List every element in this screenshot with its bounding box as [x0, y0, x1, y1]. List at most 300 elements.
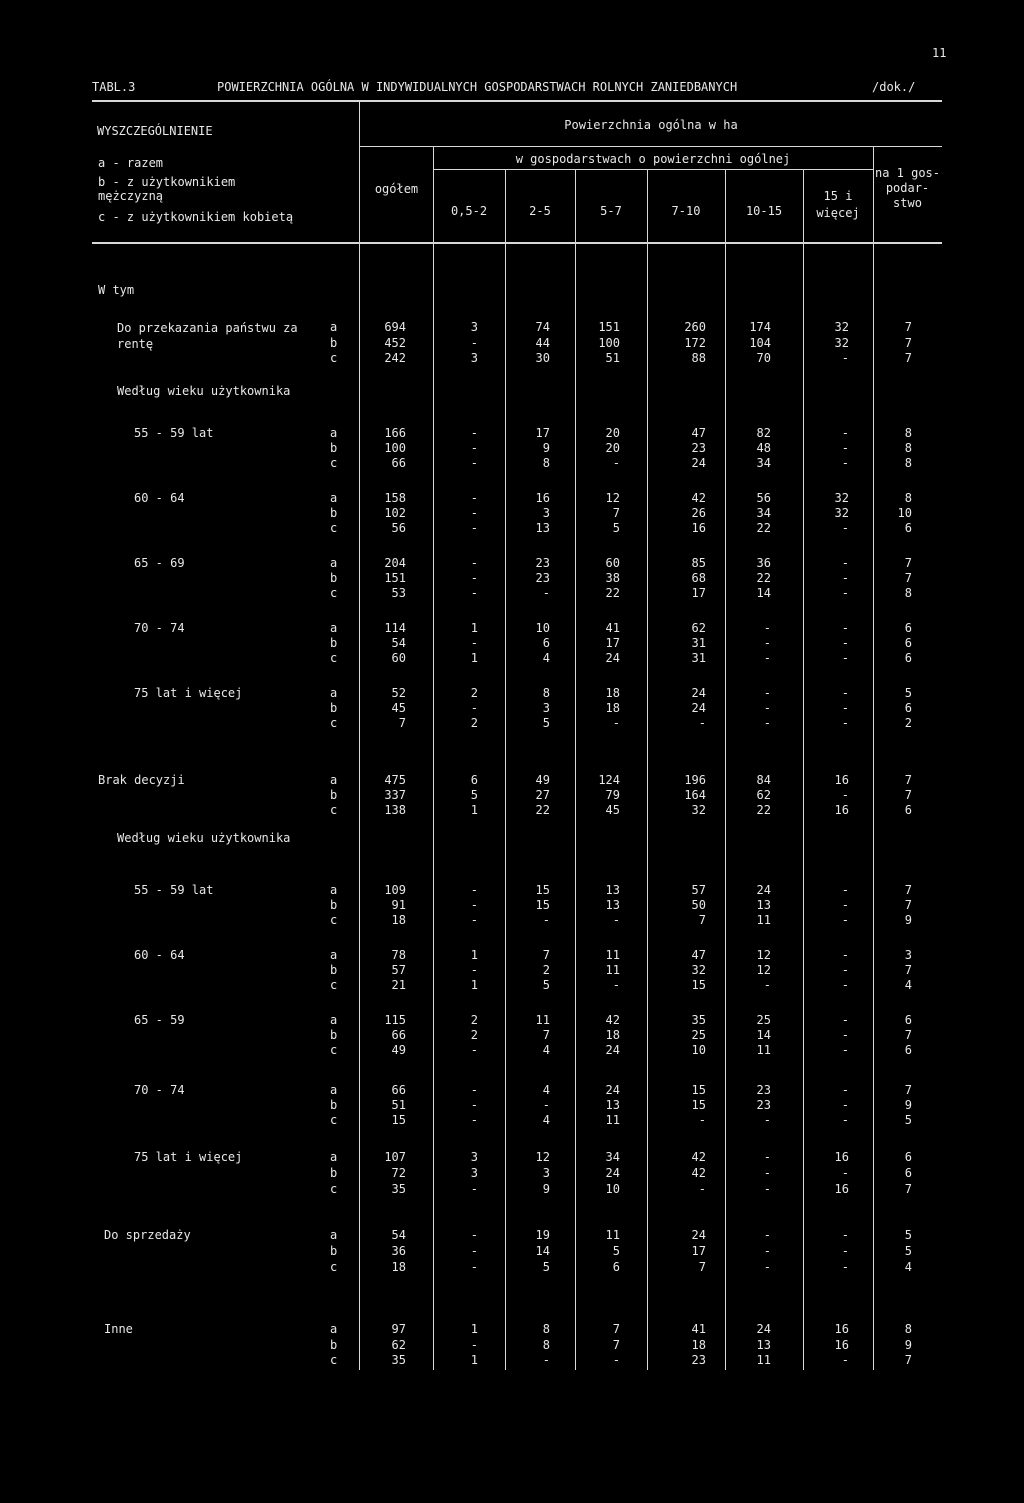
table-cell: 114 [384, 621, 406, 635]
table-cell: 23 [691, 441, 706, 455]
table-cell: - [698, 716, 706, 730]
table-cell: 2 [470, 716, 478, 730]
col-header-10-15: 10-15 [745, 204, 783, 218]
table-cell: 27 [535, 788, 550, 802]
table-cell: - [470, 1228, 478, 1242]
table-title: POWIERZCHNIA OGÓLNA W INDYWIDUALNYCH GOSPODARSTWACH ROLNYCH ZANIEDBANYCH [217, 80, 738, 94]
table-cell: - [542, 1098, 550, 1112]
row-letter: a [330, 320, 338, 334]
table-cell: 7 [904, 1182, 912, 1196]
table-cell: 3 [470, 320, 478, 334]
table-cell: - [763, 716, 771, 730]
table-cell: - [841, 788, 849, 802]
table-cell: 41 [691, 1322, 706, 1336]
table-cell: - [841, 651, 849, 665]
table-cell: 16 [834, 1182, 849, 1196]
table-cell: 164 [684, 788, 706, 802]
table-cell: 204 [384, 556, 406, 570]
table-cell: 15 [691, 1083, 706, 1097]
row-letter: a [330, 883, 338, 897]
table-number: TABL.3 [92, 80, 136, 94]
table-cell: 151 [384, 571, 406, 585]
row-group-label: 60 - 64 [134, 491, 185, 505]
table-cell: 8 [542, 1338, 550, 1352]
row-letter: c [330, 651, 338, 665]
table-cell: 7 [904, 773, 912, 787]
table-cell: 3 [470, 1166, 478, 1180]
table-cell: 24 [756, 1322, 771, 1336]
table-cell: - [612, 716, 620, 730]
table-cell: 47 [691, 426, 706, 440]
table-cell: 8 [904, 441, 912, 455]
table-cell: 7 [904, 883, 912, 897]
row-group-label: 60 - 64 [134, 948, 185, 962]
table-cell: 2 [470, 1028, 478, 1042]
table-cell: 20 [605, 441, 620, 455]
table-cell: 60 [605, 556, 620, 570]
table-cell: - [841, 883, 849, 897]
table-cell: 9 [542, 441, 550, 455]
row-letter: c [330, 521, 338, 535]
table-cell: 4 [542, 1043, 550, 1057]
table-cell: - [841, 351, 849, 365]
table-cell: 7 [904, 898, 912, 912]
col-header-ogolem: ogółem [374, 182, 419, 196]
row-letter: b [330, 1338, 338, 1352]
table-cell: 15 [691, 1098, 706, 1112]
table-cell: 18 [605, 701, 620, 715]
table-cell: - [542, 586, 550, 600]
row-group-label: Inne [104, 1322, 133, 1336]
table-cell: 5 [470, 788, 478, 802]
table-cell: 100 [598, 336, 620, 350]
row-group-label: 65 - 69 [134, 556, 185, 570]
table-cell: - [841, 636, 849, 650]
table-cell: 68 [691, 571, 706, 585]
row-letter: a [330, 1322, 338, 1336]
table-cell: 22 [756, 571, 771, 585]
table-cell: 16 [834, 1150, 849, 1164]
table-cell: 3 [470, 1150, 478, 1164]
header-sub-rule [433, 169, 873, 170]
table-cell: - [841, 426, 849, 440]
table-cell: 14 [756, 1028, 771, 1042]
table-cell: 79 [605, 788, 620, 802]
table-cell: - [763, 636, 771, 650]
row-letter: b [330, 506, 338, 520]
table-cell: - [763, 1260, 771, 1274]
table-cell: 3 [542, 1166, 550, 1180]
table-cell: - [841, 1098, 849, 1112]
table-cell: 44 [535, 336, 550, 350]
table-cell: 54 [391, 1228, 406, 1242]
table-cell: 1 [470, 803, 478, 817]
table-cell: 25 [691, 1028, 706, 1042]
table-cell: 24 [605, 651, 620, 665]
table-cell: 49 [535, 773, 550, 787]
row-letter: c [330, 803, 338, 817]
table-cell: 66 [391, 1083, 406, 1097]
table-cell: 8 [904, 586, 912, 600]
table-cell: 13 [535, 521, 550, 535]
row-group-label: 70 - 74 [134, 621, 185, 635]
table-cell: 34 [605, 1150, 620, 1164]
table-cell: 7 [612, 1322, 620, 1336]
table-cell: 51 [605, 351, 620, 365]
table-cell: 109 [384, 883, 406, 897]
row-group-label: 55 - 59 lat [134, 883, 214, 897]
table-cell: - [470, 1244, 478, 1258]
table-cell: 8 [542, 1322, 550, 1336]
table-cell: - [763, 1228, 771, 1242]
row-letter: b [330, 1244, 338, 1258]
table-cell: 6 [904, 1166, 912, 1180]
table-cell: 11 [605, 1228, 620, 1242]
table-cell: 18 [391, 1260, 406, 1274]
table-cell: - [470, 1098, 478, 1112]
table-cell: - [470, 636, 478, 650]
table-cell: - [763, 978, 771, 992]
table-cell: 6 [904, 1150, 912, 1164]
row-letter: b [330, 336, 338, 350]
table-cell: 6 [904, 1013, 912, 1027]
table-cell: 6 [542, 636, 550, 650]
table-cell: 57 [391, 963, 406, 977]
table-cell: 10 [897, 506, 912, 520]
table-cell: 16 [834, 773, 849, 787]
column-rule [575, 169, 576, 1370]
table-cell: 19 [535, 1228, 550, 1242]
row-letter: a [330, 1150, 338, 1164]
table-cell: 102 [384, 506, 406, 520]
table-cell: 45 [605, 803, 620, 817]
table-cell: - [841, 1353, 849, 1367]
table-cell: 7 [612, 1338, 620, 1352]
row-letter: c [330, 1260, 338, 1274]
table-cell: 11 [535, 1013, 550, 1027]
row-letter: b [330, 788, 338, 802]
table-cell: 16 [834, 803, 849, 817]
table-cell: 62 [391, 1338, 406, 1352]
table-cell: 11 [605, 1113, 620, 1127]
table-cell: 4 [542, 651, 550, 665]
table-cell: 24 [605, 1083, 620, 1097]
table-cell: 7 [904, 336, 912, 350]
table-cell: 50 [691, 898, 706, 912]
table-cell: 22 [535, 803, 550, 817]
row-letter: b [330, 1166, 338, 1180]
table-cell: 91 [391, 898, 406, 912]
table-cell: 24 [691, 686, 706, 700]
table-cell: - [470, 426, 478, 440]
table-cell: 6 [470, 773, 478, 787]
table-cell: 5 [612, 1244, 620, 1258]
table-cell: 56 [756, 491, 771, 505]
table-cell: 14 [535, 1244, 550, 1258]
row-group-label: 65 - 59 [134, 1013, 185, 1027]
table-cell: 24 [756, 883, 771, 897]
table-cell: - [470, 963, 478, 977]
col-header-0-5-2: 0,5-2 [450, 204, 488, 218]
table-cell: - [698, 1113, 706, 1127]
table-cell: 14 [756, 586, 771, 600]
table-cell: - [841, 1028, 849, 1042]
table-cell: 1 [470, 621, 478, 635]
table-cell: - [542, 913, 550, 927]
row-letter: b [330, 571, 338, 585]
table-cell: 17 [535, 426, 550, 440]
table-cell: - [470, 1338, 478, 1352]
table-cell: 66 [391, 1028, 406, 1042]
row-group-label: Do sprzedaży [104, 1228, 191, 1242]
table-cell: - [763, 1244, 771, 1258]
table-cell: 25 [756, 1013, 771, 1027]
table-cell: 15 [535, 898, 550, 912]
row-letter: c [330, 1182, 338, 1196]
table-cell: - [841, 1166, 849, 1180]
table-cell: 32 [834, 491, 849, 505]
table-cell: 7 [904, 351, 912, 365]
table-cell: 21 [391, 978, 406, 992]
table-cell: 5 [904, 1228, 912, 1242]
table-cell: 4 [904, 1260, 912, 1274]
table-cell: 31 [691, 651, 706, 665]
col-header-15-plus: 15 i więcej [816, 189, 860, 220]
table-cell: 475 [384, 773, 406, 787]
table-cell: 1 [470, 1353, 478, 1367]
table-cell: - [612, 1353, 620, 1367]
farms-title: w gospodarstwach o powierzchni ogólnej [515, 152, 791, 166]
table-cell: 138 [384, 803, 406, 817]
legend-c: c - z użytkownikiem kobietą [98, 210, 294, 224]
table-cell: 42 [605, 1013, 620, 1027]
table-cell: 260 [684, 320, 706, 334]
table-cell: - [542, 1353, 550, 1367]
table-cell: 15 [691, 978, 706, 992]
table-cell: - [841, 963, 849, 977]
table-cell: 452 [384, 336, 406, 350]
table-cell: 12 [605, 491, 620, 505]
table-cell: 174 [749, 320, 771, 334]
row-letter: c [330, 1043, 338, 1057]
table-cell: 17 [605, 636, 620, 650]
table-cell: 48 [756, 441, 771, 455]
table-cell: 23 [756, 1098, 771, 1112]
table-cell: 56 [391, 521, 406, 535]
table-cell: 35 [391, 1353, 406, 1367]
row-letter: a [330, 1228, 338, 1242]
row-group-label: 75 lat i więcej [134, 686, 243, 700]
table-cell: 70 [756, 351, 771, 365]
table-cell: 12 [535, 1150, 550, 1164]
table-cell: 5 [542, 716, 550, 730]
table-cell: 13 [605, 883, 620, 897]
table-cell: 10 [535, 621, 550, 635]
row-letter: a [330, 1013, 338, 1027]
table-cell: 49 [391, 1043, 406, 1057]
table-cell: 7 [542, 1028, 550, 1042]
section-label: Według wieku użytkownika [117, 831, 291, 845]
legend-a: a - razem [98, 156, 164, 170]
table-cell: 24 [605, 1166, 620, 1180]
table-cell: 6 [904, 701, 912, 715]
table-cell: - [763, 701, 771, 715]
table-cell: 2 [470, 1013, 478, 1027]
table-cell: 115 [384, 1013, 406, 1027]
table-cell: 5 [612, 521, 620, 535]
table-cell: - [841, 1043, 849, 1057]
table-cell: 7 [904, 571, 912, 585]
table-cell: - [470, 556, 478, 570]
table-cell: 1 [470, 1322, 478, 1336]
table-cell: 151 [598, 320, 620, 334]
table-cell: 42 [691, 1166, 706, 1180]
table-cell: 24 [605, 1043, 620, 1057]
column-rule [803, 169, 804, 1370]
table-cell: 35 [391, 1182, 406, 1196]
legend-b: b - z użytkownikiem mężczyzną [98, 175, 236, 203]
table-cell: 242 [384, 351, 406, 365]
column-rule [647, 169, 648, 1370]
table-cell: 52 [391, 686, 406, 700]
row-letter: a [330, 426, 338, 440]
table-cell: 16 [834, 1322, 849, 1336]
table-cell: 18 [391, 913, 406, 927]
table-cell: - [470, 913, 478, 927]
table-cell: 23 [756, 1083, 771, 1097]
table-cell: - [470, 521, 478, 535]
table-cell: 20 [605, 426, 620, 440]
table-cell: 31 [691, 636, 706, 650]
table-cell: 51 [391, 1098, 406, 1112]
table-cell: 13 [605, 1098, 620, 1112]
col-header-2-5: 2-5 [529, 204, 551, 218]
row-letter: a [330, 1083, 338, 1097]
table-cell: 337 [384, 788, 406, 802]
table-cell: 36 [756, 556, 771, 570]
area-title: Powierzchnia ogólna w ha [564, 118, 738, 132]
table-cell: - [841, 898, 849, 912]
column-rule [725, 169, 726, 1370]
table-cell: 694 [384, 320, 406, 334]
table-cell: 12 [756, 963, 771, 977]
table-title-suffix: /dok./ [872, 80, 916, 94]
table-cell: - [841, 521, 849, 535]
table-cell: - [841, 556, 849, 570]
table-cell: 7 [904, 788, 912, 802]
table-cell: 124 [598, 773, 620, 787]
table-cell: 11 [605, 948, 620, 962]
table-cell: 7 [398, 716, 406, 730]
table-cell: 13 [756, 1338, 771, 1352]
table-cell: - [470, 883, 478, 897]
table-cell: - [841, 571, 849, 585]
table-cell: 7 [904, 320, 912, 334]
table-cell: 17 [691, 586, 706, 600]
header-bottom-rule [92, 242, 942, 244]
table-cell: - [612, 978, 620, 992]
table-cell: 6 [904, 651, 912, 665]
row-letter: b [330, 636, 338, 650]
table-cell: 18 [605, 686, 620, 700]
table-cell: - [841, 686, 849, 700]
table-cell: 3 [470, 351, 478, 365]
table-cell: 3 [904, 948, 912, 962]
header-top-rule [92, 100, 942, 102]
row-group-label: 75 lat i więcej [134, 1150, 243, 1164]
table-cell: - [698, 1182, 706, 1196]
table-cell: - [841, 1113, 849, 1127]
table-cell: - [763, 1150, 771, 1164]
table-cell: 5 [904, 686, 912, 700]
table-cell: - [470, 571, 478, 585]
table-cell: 1 [470, 948, 478, 962]
row-letter: c [330, 456, 338, 470]
table-cell: 4 [904, 978, 912, 992]
table-cell: 15 [391, 1113, 406, 1127]
table-cell: 18 [691, 1338, 706, 1352]
table-cell: - [841, 621, 849, 635]
table-cell: - [470, 1083, 478, 1097]
table-cell: 62 [691, 621, 706, 635]
table-cell: 16 [834, 1338, 849, 1352]
row-letter: c [330, 1353, 338, 1367]
row-letter: b [330, 1098, 338, 1112]
row-letter: b [330, 701, 338, 715]
table-cell: - [470, 1182, 478, 1196]
table-cell: 107 [384, 1150, 406, 1164]
table-cell: - [612, 913, 620, 927]
table-cell: - [841, 1244, 849, 1258]
row-letter: c [330, 1113, 338, 1127]
table-cell: 6 [904, 803, 912, 817]
table-cell: - [763, 621, 771, 635]
table-cell: 24 [691, 1228, 706, 1242]
column-rule [359, 100, 360, 1370]
table-cell: 84 [756, 773, 771, 787]
table-cell: 16 [535, 491, 550, 505]
row-letter: a [330, 621, 338, 635]
table-cell: 22 [605, 586, 620, 600]
header-mid-rule [360, 146, 942, 147]
row-letter: b [330, 1028, 338, 1042]
row-group-label: 55 - 59 lat [134, 426, 214, 440]
table-cell: 8 [904, 1322, 912, 1336]
table-cell: 24 [691, 456, 706, 470]
table-cell: - [470, 586, 478, 600]
table-cell: 2 [470, 686, 478, 700]
table-cell: 9 [904, 1338, 912, 1352]
table-cell: - [841, 586, 849, 600]
table-cell: 6 [612, 1260, 620, 1274]
table-cell: - [470, 1113, 478, 1127]
table-cell: - [841, 1260, 849, 1274]
table-cell: 5 [904, 1113, 912, 1127]
table-cell: 36 [391, 1244, 406, 1258]
row-letter: c [330, 913, 338, 927]
table-cell: 57 [691, 883, 706, 897]
table-cell: - [841, 948, 849, 962]
table-cell: 9 [904, 913, 912, 927]
table-cell: 26 [691, 506, 706, 520]
row-group-label: 70 - 74 [134, 1083, 185, 1097]
table-cell: 22 [756, 521, 771, 535]
table-cell: 7 [612, 506, 620, 520]
table-cell: 7 [904, 1028, 912, 1042]
table-cell: 7 [904, 1353, 912, 1367]
table-cell: - [470, 336, 478, 350]
table-cell: - [470, 1260, 478, 1274]
